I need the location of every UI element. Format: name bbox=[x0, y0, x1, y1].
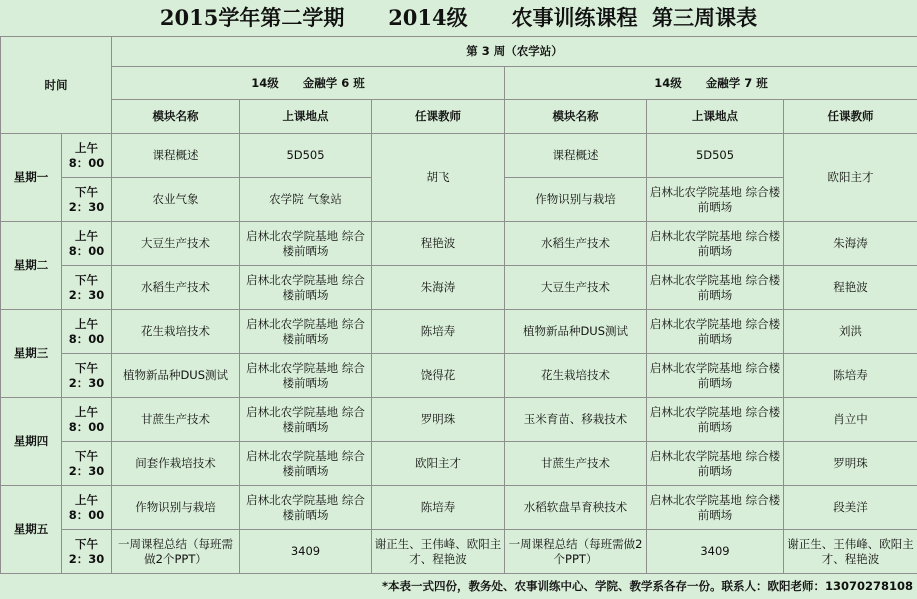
module-cell: 水稻软盘旱育秧技术 bbox=[505, 486, 647, 530]
location-cell: 启林北农学院基地 综合楼前晒场 bbox=[240, 398, 372, 442]
week-header: 第 3 周（农学站） bbox=[112, 37, 917, 67]
location-cell: 启林北农学院基地 综合楼前晒场 bbox=[647, 266, 784, 310]
location-cell: 启林北农学院基地 综合楼前晒场 bbox=[240, 442, 372, 486]
module-cell: 甘蔗生产技术 bbox=[112, 398, 240, 442]
time-slot: 下午 2：30 bbox=[62, 530, 112, 574]
teacher-cell: 陈培寿 bbox=[372, 310, 505, 354]
location-cell: 5D505 bbox=[647, 134, 784, 178]
location-cell: 启林北农学院基地 综合楼前晒场 bbox=[240, 222, 372, 266]
day-label: 星期一 bbox=[1, 134, 62, 222]
column-header: 任课教师 bbox=[784, 100, 917, 134]
module-cell: 农业气象 bbox=[112, 178, 240, 222]
location-cell: 启林北农学院基地 综合楼前晒场 bbox=[240, 354, 372, 398]
module-cell: 植物新品种DUS测试 bbox=[505, 310, 647, 354]
teacher-cell: 罗明珠 bbox=[372, 398, 505, 442]
time-slot: 上午 8：00 bbox=[62, 134, 112, 178]
location-cell: 启林北农学院基地 综合楼前晒场 bbox=[647, 486, 784, 530]
teacher-cell: 胡飞 bbox=[372, 134, 505, 222]
footer-note: *本表一式四份，教务处、农事训练中心、学院、教学系各存一份。联系人：欧阳老师：13070278108 bbox=[381, 579, 913, 593]
day-label: 星期四 bbox=[1, 398, 62, 486]
location-cell: 启林北农学院基地 综合楼前晒场 bbox=[647, 354, 784, 398]
location-cell: 启林北农学院基地 综合楼前晒场 bbox=[240, 310, 372, 354]
location-cell: 3409 bbox=[240, 530, 372, 574]
location-cell: 启林北农学院基地 综合楼前晒场 bbox=[240, 486, 372, 530]
teacher-cell: 段美洋 bbox=[784, 486, 917, 530]
time-slot: 下午 2：30 bbox=[62, 266, 112, 310]
schedule-table bbox=[0, 36, 917, 574]
time-slot: 下午 2：30 bbox=[62, 178, 112, 222]
time-slot: 下午 2：30 bbox=[62, 354, 112, 398]
teacher-cell: 陈培寿 bbox=[372, 486, 505, 530]
location-cell: 启林北农学院基地 综合楼前晒场 bbox=[240, 266, 372, 310]
module-cell: 一周课程总结（每班需做2个PPT） bbox=[112, 530, 240, 574]
column-header: 上课地点 bbox=[647, 100, 784, 134]
day-label: 星期二 bbox=[1, 222, 62, 310]
module-cell: 间套作栽培技术 bbox=[112, 442, 240, 486]
teacher-cell: 程艳波 bbox=[784, 266, 917, 310]
teacher-cell: 朱海涛 bbox=[784, 222, 917, 266]
module-cell: 植物新品种DUS测试 bbox=[112, 354, 240, 398]
module-cell: 水稻生产技术 bbox=[505, 222, 647, 266]
location-cell: 启林北农学院基地 综合楼前晒场 bbox=[647, 178, 784, 222]
page-title: 2015学年第二学期 2014级 农事训练课程 第三周课表 bbox=[159, 5, 758, 30]
column-header: 模块名称 bbox=[505, 100, 647, 134]
location-cell: 农学院 气象站 bbox=[240, 178, 372, 222]
module-cell: 课程概述 bbox=[505, 134, 647, 178]
column-header: 模块名称 bbox=[112, 100, 240, 134]
location-cell: 5D505 bbox=[240, 134, 372, 178]
module-cell: 玉米育苗、移栽技术 bbox=[505, 398, 647, 442]
teacher-cell: 欧阳主才 bbox=[372, 442, 505, 486]
module-cell: 花生栽培技术 bbox=[505, 354, 647, 398]
teacher-cell: 饶得花 bbox=[372, 354, 505, 398]
location-cell: 3409 bbox=[647, 530, 784, 574]
teacher-cell: 欧阳主才 bbox=[784, 134, 917, 222]
time-slot: 上午 8：00 bbox=[62, 486, 112, 530]
column-header: 上课地点 bbox=[240, 100, 372, 134]
class-a-header: 14级 金融学 6 班 bbox=[112, 67, 505, 100]
time-header: 时间 bbox=[1, 37, 112, 134]
time-slot: 下午 2：30 bbox=[62, 442, 112, 486]
module-cell: 大豆生产技术 bbox=[112, 222, 240, 266]
module-cell: 一周课程总结（每班需做2个PPT） bbox=[505, 530, 647, 574]
location-cell: 启林北农学院基地 综合楼前晒场 bbox=[647, 442, 784, 486]
module-cell: 大豆生产技术 bbox=[505, 266, 647, 310]
module-cell: 花生栽培技术 bbox=[112, 310, 240, 354]
teacher-cell: 谢正生、王伟峰、欧阳主才、程艳波 bbox=[372, 530, 505, 574]
module-cell: 水稻生产技术 bbox=[112, 266, 240, 310]
teacher-cell: 陈培寿 bbox=[784, 354, 917, 398]
module-cell: 作物识别与栽培 bbox=[112, 486, 240, 530]
module-cell: 甘蔗生产技术 bbox=[505, 442, 647, 486]
time-slot: 上午 8：00 bbox=[62, 222, 112, 266]
location-cell: 启林北农学院基地 综合楼前晒场 bbox=[647, 398, 784, 442]
teacher-cell: 程艳波 bbox=[372, 222, 505, 266]
time-slot: 上午 8：00 bbox=[62, 310, 112, 354]
teacher-cell: 谢正生、王伟峰、欧阳主才、程艳波 bbox=[784, 530, 917, 574]
class-b-header: 14级 金融学 7 班 bbox=[505, 67, 917, 100]
teacher-cell: 朱海涛 bbox=[372, 266, 505, 310]
location-cell: 启林北农学院基地 综合楼前晒场 bbox=[647, 222, 784, 266]
location-cell: 启林北农学院基地 综合楼前晒场 bbox=[647, 310, 784, 354]
module-cell: 课程概述 bbox=[112, 134, 240, 178]
time-slot: 上午 8：00 bbox=[62, 398, 112, 442]
teacher-cell: 刘洪 bbox=[784, 310, 917, 354]
module-cell: 作物识别与栽培 bbox=[505, 178, 647, 222]
teacher-cell: 肖立中 bbox=[784, 398, 917, 442]
column-header: 任课教师 bbox=[372, 100, 505, 134]
day-label: 星期三 bbox=[1, 310, 62, 398]
day-label: 星期五 bbox=[1, 486, 62, 574]
teacher-cell: 罗明珠 bbox=[784, 442, 917, 486]
